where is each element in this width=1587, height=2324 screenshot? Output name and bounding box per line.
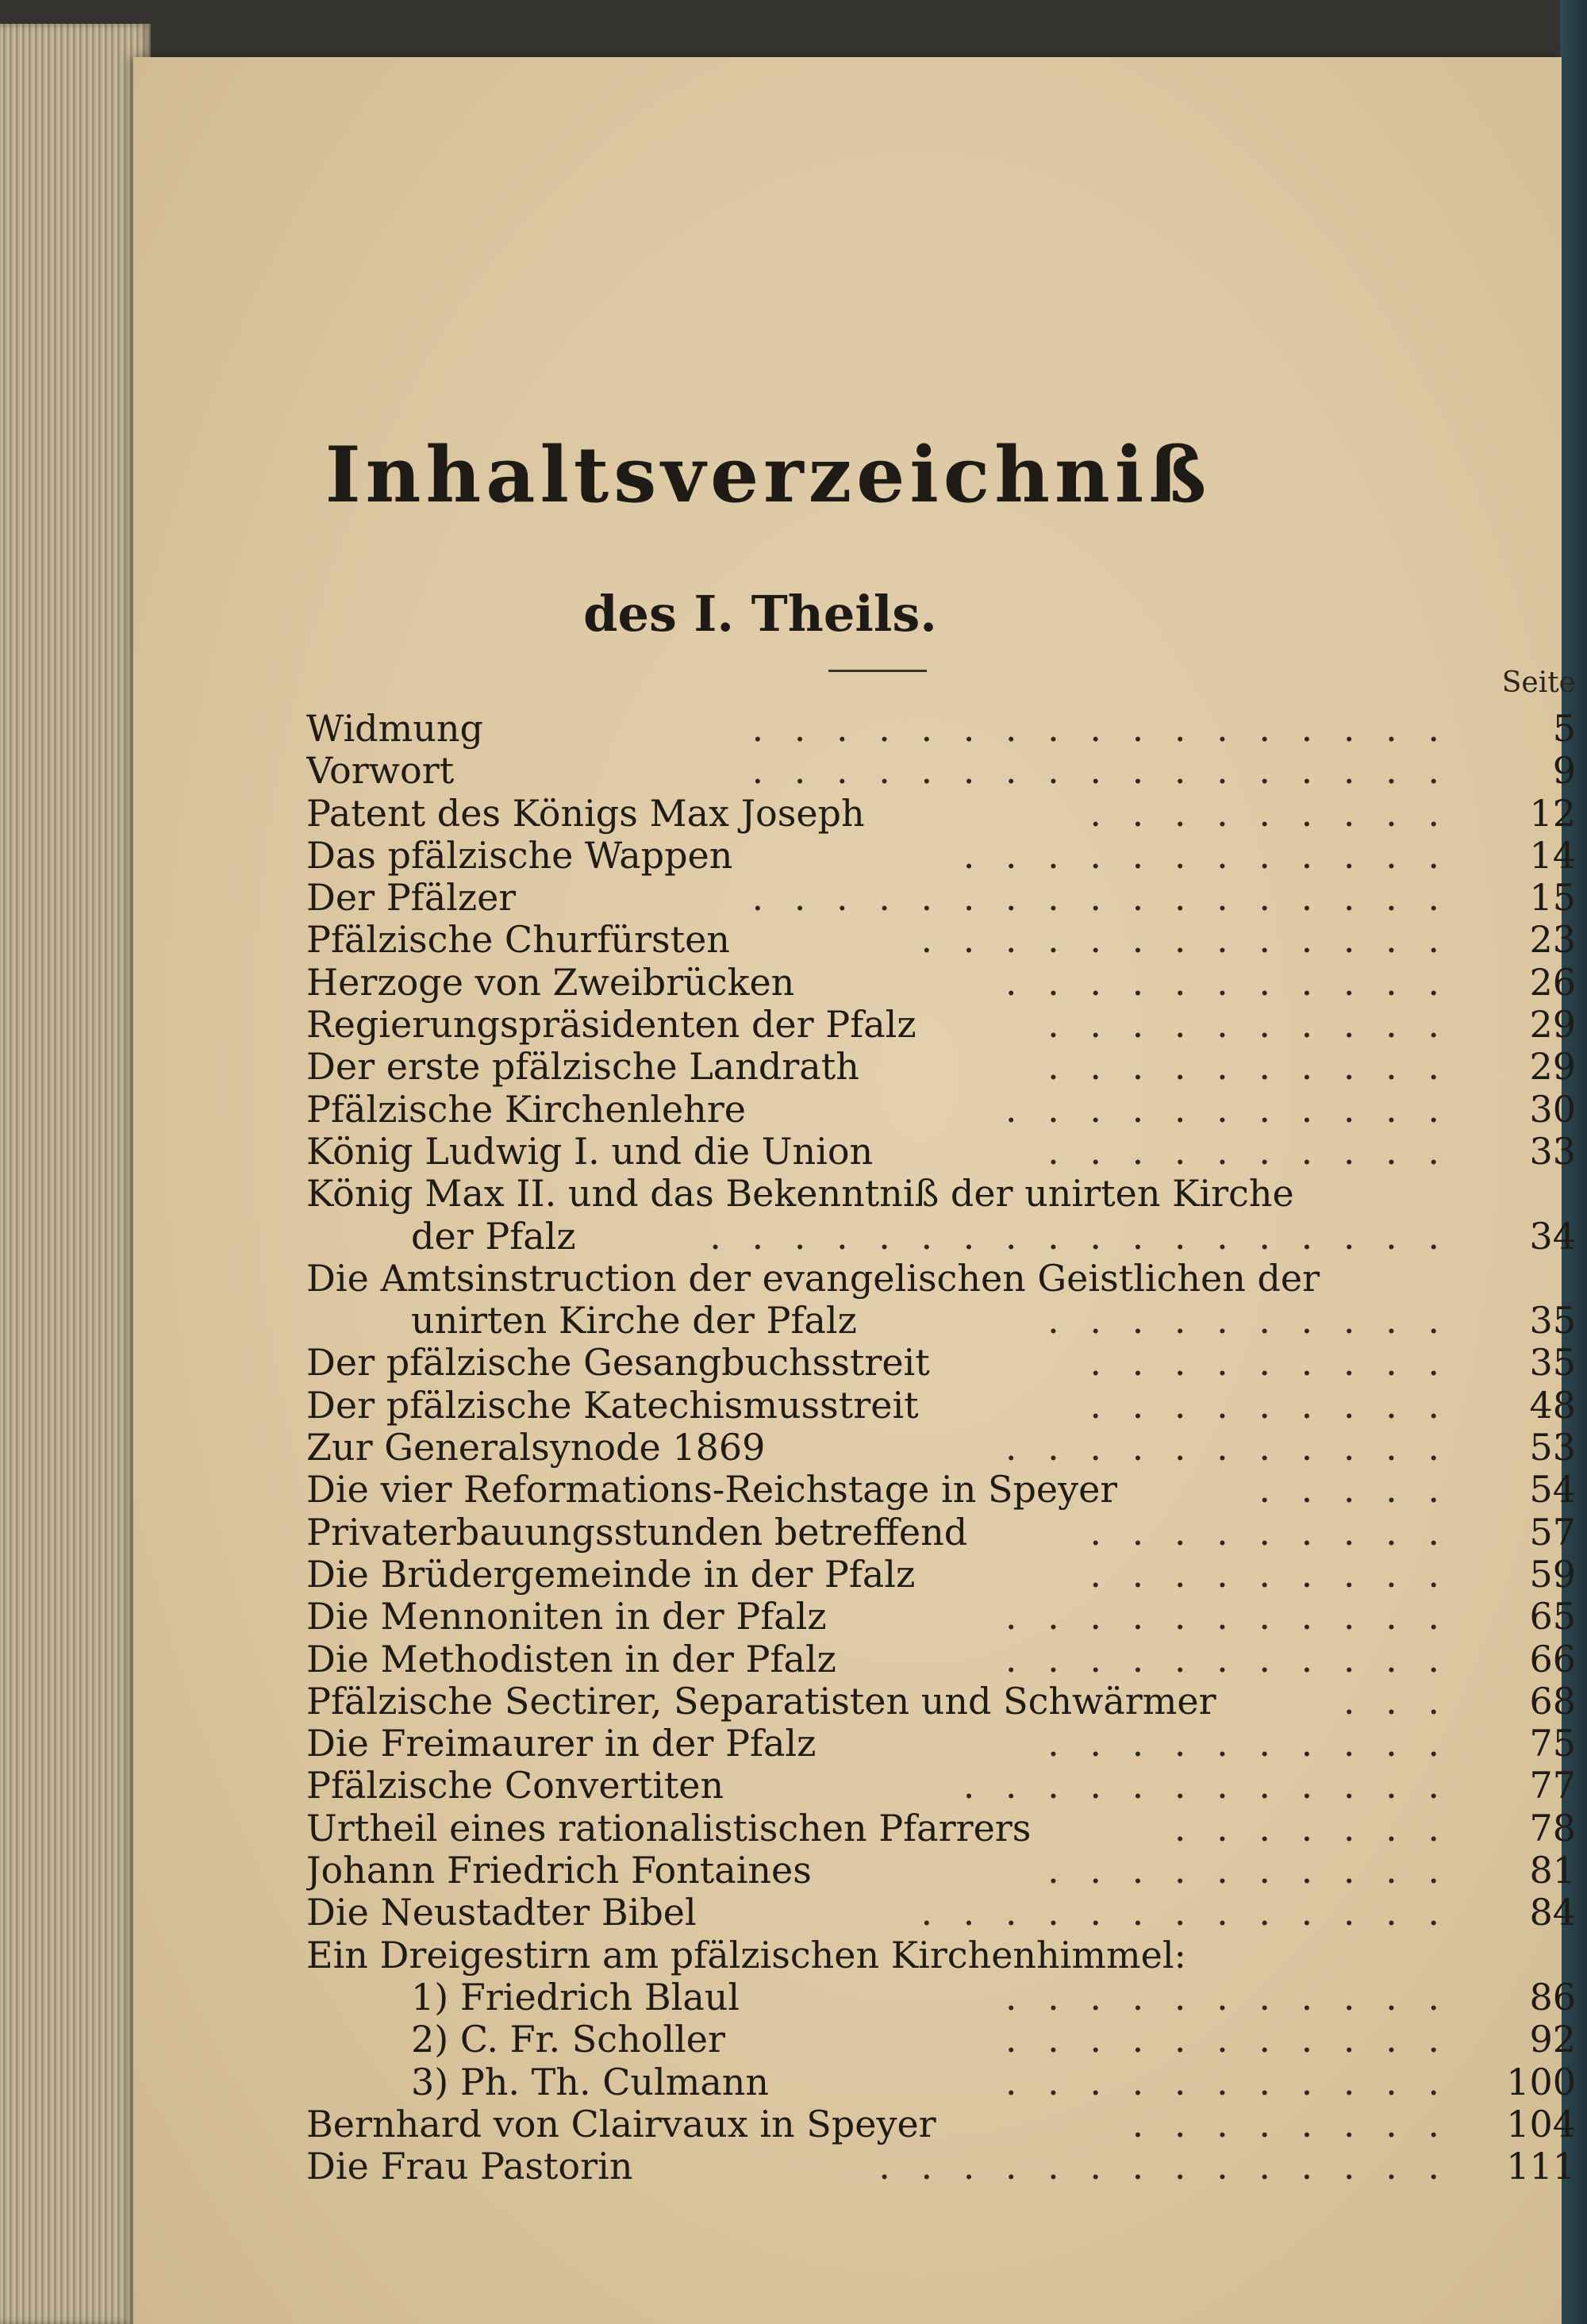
- toc-entry-page: 12: [1529, 791, 1576, 835]
- toc-entry-label: Das pfälzische Wappen: [306, 834, 733, 877]
- toc-entry-page: 54: [1529, 1468, 1576, 1512]
- toc-entry-label: Herzoge von Zweibrücken: [306, 961, 795, 1004]
- toc-entry-page: 104: [1506, 2102, 1576, 2145]
- leader-dots: . . . . . . . . . . . . .: [920, 919, 1449, 962]
- leader-dots: . . . . . . . . . . .: [1005, 1427, 1449, 1469]
- toc-subentry: [306, 2061, 1576, 2103]
- table-of-contents: [306, 708, 1576, 2188]
- toc-entry: [306, 1681, 1576, 1723]
- toc-entry: [306, 793, 1576, 835]
- toc-entry-label: Ein Dreigestirn am pfälzischen Kirchenhimmel:: [306, 1934, 1187, 1976]
- toc-entry: [306, 1046, 1576, 1088]
- toc-entry: [306, 1089, 1576, 1131]
- toc-entry-page: 78: [1529, 1806, 1576, 1850]
- leader-dots: . . . . . . . . . . . . . .: [878, 2145, 1449, 2188]
- toc-entry: [306, 1469, 1576, 1511]
- toc-entry-page: 84: [1529, 1891, 1576, 1934]
- toc-entry-page: 30: [1529, 1087, 1576, 1131]
- leader-dots: . . . . . . . . . . . .: [963, 1765, 1449, 1807]
- toc-entry: [306, 1807, 1576, 1850]
- toc-entry-label: Der erste pfälzische Landrath: [306, 1046, 859, 1089]
- leader-dots: . . . . . . . . . . . . . . . . . .: [709, 1215, 1449, 1258]
- toc-entry: [306, 835, 1576, 877]
- toc-entry: [306, 750, 1576, 792]
- toc-entry: [306, 1850, 1576, 1892]
- toc-entry-page: 15: [1529, 876, 1576, 920]
- leader-dots: . . . . . . . . . .: [1047, 1130, 1449, 1173]
- toc-entry-label: Der Pfälzer: [306, 877, 517, 920]
- leader-dots: . . . . . . . . .: [1089, 1384, 1449, 1427]
- toc-entry-page: 29: [1529, 1003, 1576, 1047]
- toc-entry: [306, 1004, 1576, 1046]
- book-page: [133, 57, 1576, 2324]
- toc-entry: [306, 1765, 1576, 1807]
- leader-dots: . . . . . . . . . . .: [1005, 1976, 1449, 2019]
- toc-entry: [306, 962, 1576, 1004]
- toc-entry-label: König Ludwig I. und die Union: [306, 1130, 874, 1173]
- leader-dots: . . . . . . . .: [1132, 2103, 1449, 2145]
- toc-entry-label: unirten Kirche der Pfalz: [411, 1300, 857, 1343]
- toc-entry-label: Der pfälzische Katechismusstreit: [306, 1384, 919, 1427]
- toc-entry-page: 35: [1529, 1299, 1576, 1343]
- toc-entry-continuation: [306, 1300, 1576, 1342]
- toc-entry: [306, 1934, 1576, 1976]
- toc-entry-page: 9: [1552, 749, 1576, 793]
- toc-entry-label: Die Freimaurer in der Pfalz: [306, 1723, 817, 1765]
- leader-dots: . . . . . . . . . .: [1047, 1723, 1449, 1765]
- toc-entry-label: Privaterbauungsstunden betreffend: [306, 1511, 968, 1554]
- leader-dots: . . . . . . . . . . .: [1005, 1596, 1449, 1638]
- leader-dots: . . . . . . . . .: [1089, 1553, 1449, 1596]
- toc-entry-label: Bernhard von Clairvaux in Speyer: [306, 2103, 936, 2145]
- toc-entry: [306, 1385, 1576, 1427]
- leader-dots: . . . . . . . . . . .: [1005, 1638, 1449, 1681]
- toc-entry-page: 48: [1529, 1383, 1576, 1427]
- toc-entry: [306, 1554, 1576, 1596]
- toc-entry-label: Pfälzische Sectirer, Separatisten und Schwärmer: [306, 1680, 1216, 1723]
- page-subtitle: des I. Theils.: [583, 585, 937, 643]
- leader-dots: . . . . .: [1258, 1469, 1449, 1512]
- toc-entry-page: 33: [1529, 1129, 1576, 1173]
- toc-entry-page: 35: [1529, 1341, 1576, 1385]
- toc-entry-page: 86: [1529, 1975, 1576, 2019]
- toc-entry-label: Die Methodisten in der Pfalz: [306, 1638, 836, 1681]
- toc-entry-label: 2) C. Fr. Scholler: [411, 2019, 725, 2061]
- toc-entry-label: Vorwort: [306, 750, 455, 793]
- toc-entry-page: 65: [1529, 1595, 1576, 1638]
- toc-entry-continuation: [306, 1216, 1576, 1258]
- toc-entry-page: 26: [1529, 960, 1576, 1004]
- toc-entry-page: 100: [1506, 2060, 1576, 2103]
- toc-entry-page: 68: [1529, 1679, 1576, 1723]
- toc-entry-page: 23: [1529, 918, 1576, 962]
- leader-dots: . . . . . . . . . . . . . . . . .: [751, 750, 1449, 793]
- toc-entry-page: 75: [1529, 1722, 1576, 1765]
- toc-entry-label: Patent des Königs Max Joseph: [306, 792, 865, 835]
- toc-entry: [306, 919, 1576, 961]
- page-block-edge: [0, 24, 151, 2324]
- toc-subentry: [306, 2019, 1576, 2061]
- page-column-heading: Seite: [1501, 666, 1576, 699]
- toc-entry-page: 14: [1529, 833, 1576, 877]
- leader-dots: . . . . . . . . . . .: [1005, 2019, 1449, 2061]
- toc-entry-page: 59: [1529, 1552, 1576, 1596]
- leader-dots: . . . . . . . . .: [1089, 792, 1449, 835]
- toc-entry-page: 77: [1529, 1764, 1576, 1807]
- toc-entry-label: 3) Ph. Th. Culmann: [411, 2061, 770, 2103]
- toc-entry: [306, 1342, 1576, 1384]
- toc-entry-label: Urtheil eines rationalistischen Pfarrers: [306, 1807, 1032, 1850]
- toc-entry: [306, 2145, 1576, 2188]
- toc-entry: [306, 708, 1576, 750]
- toc-entry-label: Regierungspräsidenten der Pfalz: [306, 1004, 916, 1047]
- toc-entry-label: Pfälzische Kirchenlehre: [306, 1088, 746, 1131]
- toc-entry: [306, 877, 1576, 919]
- page-title: Inhaltsverzeichniß: [325, 430, 1212, 520]
- toc-entry-page: 57: [1529, 1510, 1576, 1554]
- leader-dots: . . . . . . . . . .: [1047, 1850, 1449, 1892]
- toc-entry-label: Johann Friedrich Fontaines: [306, 1850, 812, 1892]
- leader-dots: . . . . . . . . . . . . .: [920, 1892, 1449, 1934]
- toc-entry: [306, 2103, 1576, 2145]
- toc-entry-label: Die Mennoniten in der Pfalz: [306, 1596, 827, 1638]
- toc-entry-page: 29: [1529, 1045, 1576, 1089]
- toc-entry-label: Widmung: [306, 708, 483, 750]
- leader-dots: . . . . . . . . .: [1089, 1511, 1449, 1554]
- toc-entry-page: 34: [1529, 1214, 1576, 1258]
- leader-dots: . . .: [1343, 1680, 1449, 1723]
- toc-entry: [306, 1131, 1576, 1173]
- leader-dots: . . . . . . . . . . .: [1005, 1088, 1449, 1131]
- toc-entry-page: 81: [1529, 1849, 1576, 1892]
- leader-dots: . . . . . . . . . . . . . . . . .: [751, 877, 1449, 920]
- toc-entry-label: Die vier Reformations-Reichstage in Speyer: [306, 1469, 1118, 1512]
- leader-dots: . . . . . . . . . . .: [1005, 961, 1449, 1004]
- toc-entry-page: 111: [1506, 2145, 1576, 2188]
- leader-dots: . . . . . . . . .: [1089, 1342, 1449, 1385]
- toc-entry-label: der Pfalz: [411, 1215, 576, 1258]
- leader-dots: . . . . . . . . . .: [1047, 1046, 1449, 1089]
- toc-entry: [306, 1258, 1576, 1300]
- toc-entry-label: Pfälzische Churfürsten: [306, 919, 730, 962]
- toc-entry: [306, 1512, 1576, 1554]
- leader-dots: . . . . . . . . . .: [1047, 1004, 1449, 1047]
- toc-entry-page: 5: [1552, 707, 1576, 750]
- toc-entry-label: 1) Friedrich Blaul: [411, 1976, 740, 2019]
- toc-subentry: [306, 1976, 1576, 2019]
- toc-entry-label: Die Neustadter Bibel: [306, 1892, 697, 1934]
- leader-dots: . . . . . . . . . . . .: [963, 834, 1449, 877]
- toc-entry-page: 66: [1529, 1637, 1576, 1681]
- toc-entry: [306, 1638, 1576, 1681]
- leader-dots: . . . . . . . . . .: [1047, 1300, 1449, 1343]
- toc-entry: [306, 1427, 1576, 1469]
- leader-dots: . . . . . . .: [1174, 1807, 1449, 1850]
- leader-dots: . . . . . . . . . . . . . . . . .: [751, 708, 1449, 750]
- toc-entry-label: Zur Generalsynode 1869: [306, 1427, 766, 1469]
- toc-entry: [306, 1723, 1576, 1765]
- toc-entry-page: 92: [1529, 2018, 1576, 2061]
- toc-entry-label: Der pfälzische Gesangbuchsstreit: [306, 1342, 930, 1385]
- leader-dots: . . . . . . . . . . .: [1005, 2061, 1449, 2103]
- toc-entry: [306, 1892, 1576, 1934]
- toc-entry: [306, 1596, 1576, 1638]
- toc-entry-label: Die Brüdergemeinde in der Pfalz: [306, 1553, 916, 1596]
- title-divider: [828, 670, 927, 672]
- toc-entry-label: Die Frau Pastorin: [306, 2145, 633, 2188]
- toc-entry-page: 53: [1529, 1426, 1576, 1469]
- toc-entry-label: Die Amtsinstruction der evangelischen Geistlichen der: [306, 1257, 1320, 1300]
- toc-entry-label: Pfälzische Convertiten: [306, 1765, 724, 1807]
- toc-entry: [306, 1173, 1576, 1215]
- toc-entry-label: König Max II. und das Bekenntniß der unirten Kirche: [306, 1173, 1294, 1216]
